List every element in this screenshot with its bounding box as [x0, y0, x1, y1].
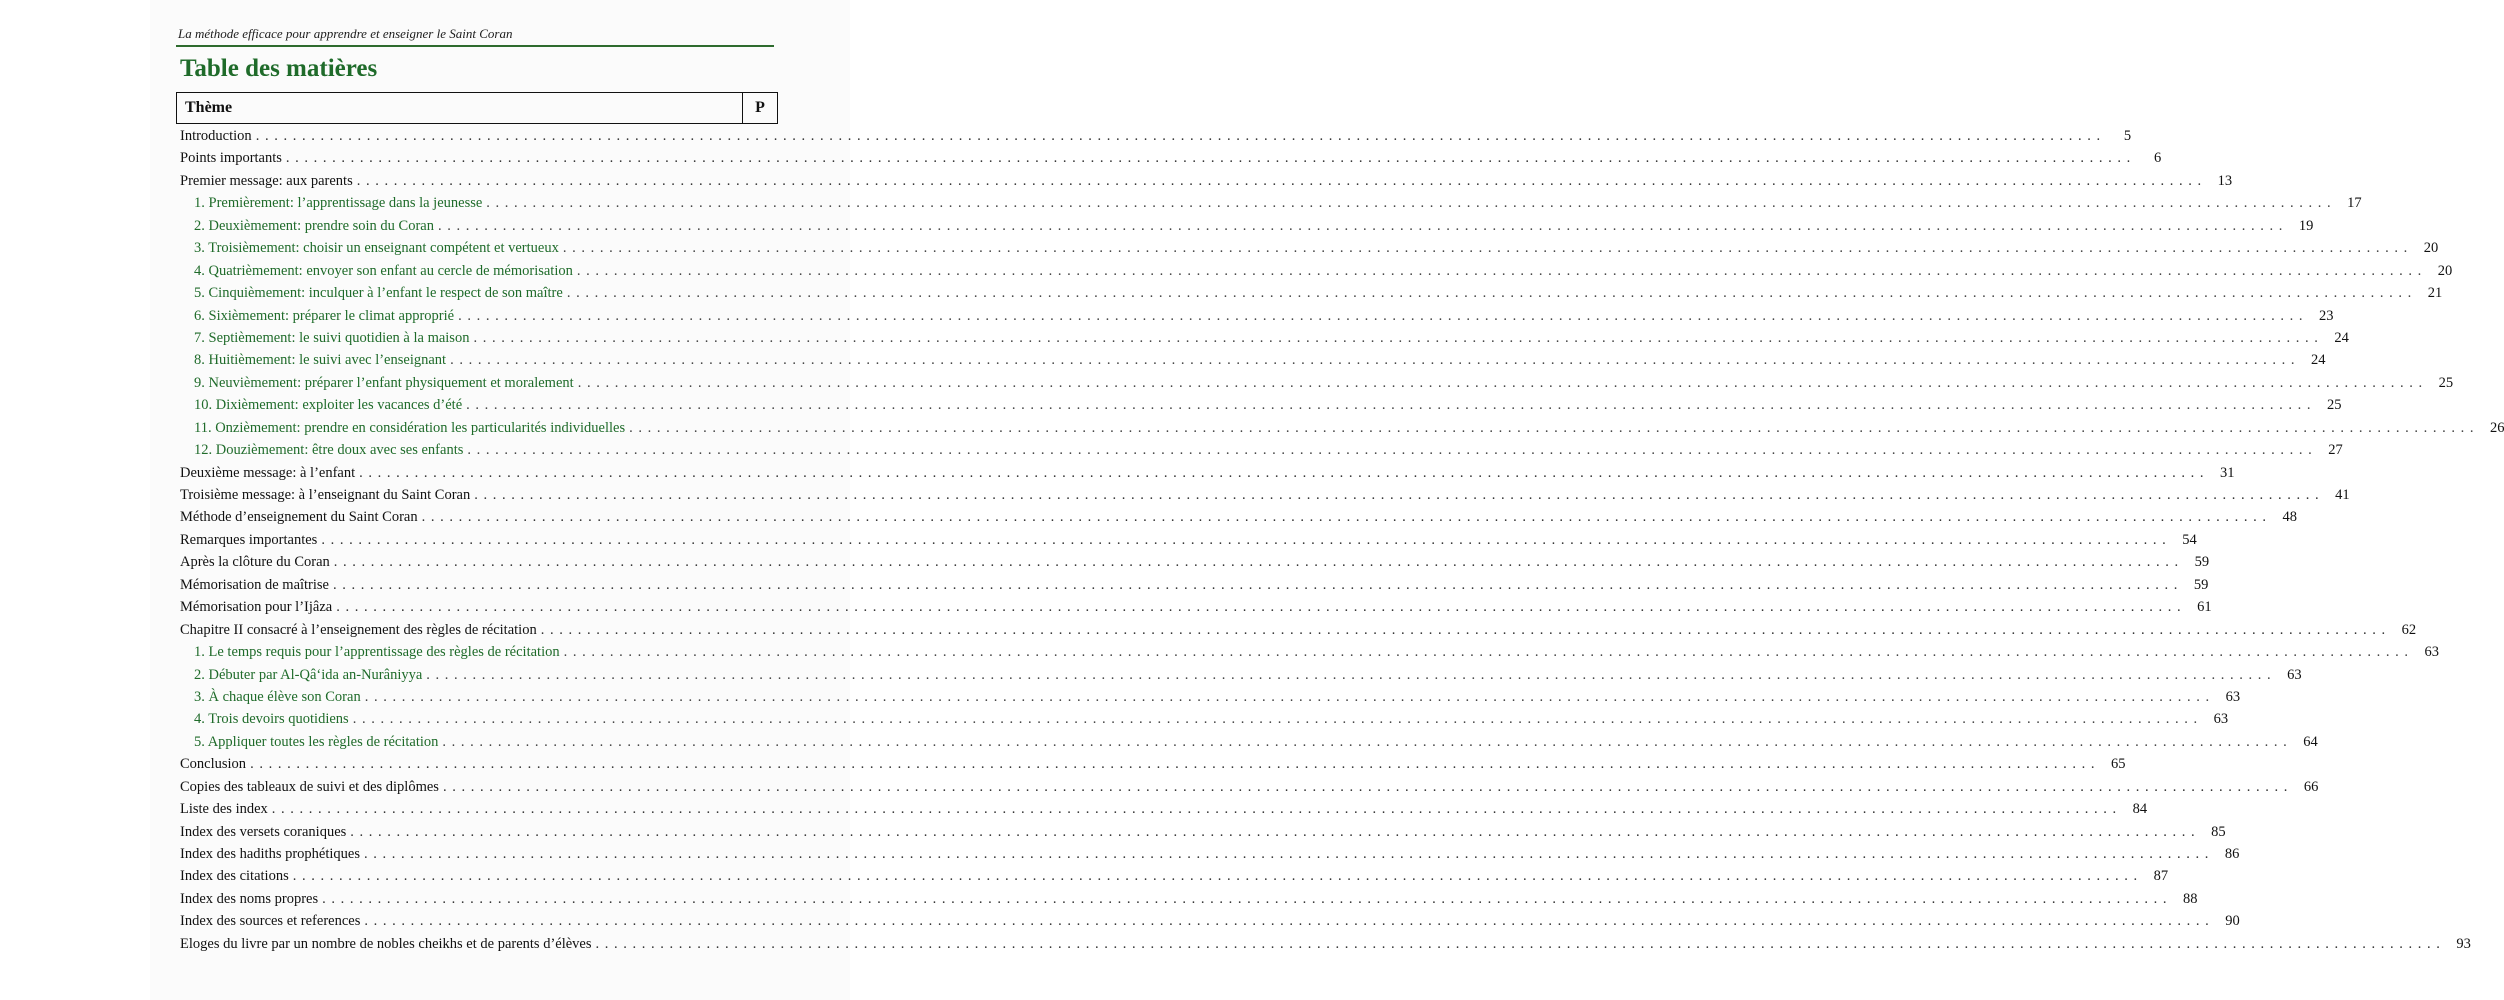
- toc-entry-label: Index des citations: [180, 868, 289, 885]
- dot-leader: . . . . . . . . . . . . . . . . . . . . . . . . . . . . . . . . . . . . . . . . . . . . . . . . . . . . . . . . . . . . . . . . . . . . . . . . . . . . . . . . . . . . . . . . . . . . . . . . . . . . . . . . . . . . . . . . . . . . . . . . . . . . . . . . . . . . . . . . . . . . . . . . . . . . . . . . . . . . . . . . . . . . . . . . . . . . . . . . . . . . . . . . . . . . . . . . . . . . . . . .: [563, 644, 2409, 661]
- toc-entry-page: 62: [2401, 621, 2417, 638]
- toc-entry-page: 90: [2225, 913, 2240, 930]
- dot-leader: . . . . . . . . . . . . . . . . . . . . . . . . . . . . . . . . . . . . . . . . . . . . . . . . . . . . . . . . . . . . . . . . . . . . . . . . . . . . . . . . . . . . . . . . . . . . . . . . . . . . . . . . . . . . . . . . . . . . . . . . . . . . . . . . . . . . . . . . . . . . . . . . . . . . . . . . . . . . . . . . . . . . . . . . . . . . . . . . . . . . . . . . . . . . . . . . . . . . . . . .: [458, 307, 2304, 324]
- dot-leader: . . . . . . . . . . . . . . . . . . . . . . . . . . . . . . . . . . . . . . . . . . . . . . . . . . . . . . . . . . . . . . . . . . . . . . . . . . . . . . . . . . . . . . . . . . . . . . . . . . . . . . . . . . . . . . . . . . . . . . . . . . . . . . . . . . . . . . . . . . . . . . . . . . . . . . . . . . . . . . . . . . . . . . . . . . . . . . . . . . . . . . . . . . . . . . . . . . . . . . . .: [595, 935, 2441, 952]
- toc-entry-label: 1. Le temps requis pour l’apprentissage des règles de récitation: [194, 644, 560, 661]
- toc-entry-page: 87: [2153, 868, 2169, 885]
- toc-entry: [180, 150, 2162, 172]
- toc-entry-page: 26: [2489, 419, 2504, 436]
- toc-entry-page: 63: [2225, 688, 2241, 705]
- dot-leader: . . . . . . . . . . . . . . . . . . . . . . . . . . . . . . . . . . . . . . . . . . . . . . . . . . . . . . . . . . . . . . . . . . . . . . . . . . . . . . . . . . . . . . . . . . . . . . . . . . . . . . . . . . . . . . . . . . . . . . . . . . . . . . . . . . . . . . . . . . . . . . . . . . . . . . . . . . . . . . . . . . . . . . . . . . . . . . . . . . . . . . . . . . . . . . . . . . . . . . . .: [364, 913, 2210, 930]
- toc-entry: [180, 172, 2233, 195]
- dot-leader: . . . . . . . . . . . . . . . . . . . . . . . . . . . . . . . . . . . . . . . . . . . . . . . . . . . . . . . . . . . . . . . . . . . . . . . . . . . . . . . . . . . . . . . . . . . . . . . . . . . . . . . . . . . . . . . . . . . . . . . . . . . . . . . . . . . . . . . . . . . . . . . . . . . . . . . . . . . . . . . . . . . . . . . . . . . . . . . . . . . . . . . . . . . . . . . . . . . . . . . .: [562, 240, 2409, 257]
- toc-entry: [180, 935, 2471, 958]
- dot-leader: . . . . . . . . . . . . . . . . . . . . . . . . . . . . . . . . . . . . . . . . . . . . . . . . . . . . . . . . . . . . . . . . . . . . . . . . . . . . . . . . . . . . . . . . . . . . . . . . . . . . . . . . . . . . . . . . . . . . . . . . . . . . . . . . . . . . . . . . . . . . . . . . . . . . . . . . . . . . . . . . . . . . . . . . . . . . . . . . . . . . . . . . . . . . . . . . . . . . . . . .: [350, 823, 2196, 840]
- toc-entry-label: 1. Premièrement: l’apprentissage dans la jeunesse: [194, 195, 483, 212]
- toc-entry-label: Mémorisation pour l’Ijâza: [180, 599, 333, 616]
- toc-entry-label: Index des noms propres: [180, 890, 319, 907]
- toc-list: [180, 128, 2504, 958]
- toc-entry-page: 59: [2193, 576, 2209, 593]
- toc-entry-page: 24: [2310, 352, 2326, 369]
- toc-entry-label: 12. Douzièmement: être doux avec ses enfants: [194, 442, 464, 459]
- toc-entry-page: 25: [2327, 397, 2342, 414]
- dot-leader: . . . . . . . . . . . . . . . . . . . . . . . . . . . . . . . . . . . . . . . . . . . . . . . . . . . . . . . . . . . . . . . . . . . . . . . . . . . . . . . . . . . . . . . . . . . . . . . . . . . . . . . . . . . . . . . . . . . . . . . . . . . . . . . . . . . . . . . . . . . . . . . . . . . . . . . . . . . . . . . . . . . . . . . . . . . . . . . . . . . . . . . . . . . . . . . . . . . . . . . .: [540, 621, 2387, 638]
- toc-entry-label: 4. Quatrièmement: envoyer son enfant au cercle de mémorisation: [194, 262, 573, 279]
- toc-entry-page: 63: [2424, 644, 2439, 661]
- toc-entry: [180, 778, 2319, 801]
- toc-entry-page: 27: [2328, 442, 2343, 459]
- toc-entry-label: Troisième message: à l’enseignant du Saint Coran: [180, 487, 471, 503]
- toc-entry-label: 8. Huitièmement: le suivi avec l’enseignant: [194, 352, 447, 369]
- dot-leader: . . . . . . . . . . . . . . . . . . . . . . . . . . . . . . . . . . . . . . . . . . . . . . . . . . . . . . . . . . . . . . . . . . . . . . . . . . . . . . . . . . . . . . . . . . . . . . . . . . . . . . . . . . . . . . . . . . . . . . . . . . . . . . . . . . . . . . . . . . . . . . . . . . . . . . . . . . . . . . . . . . . . . . . . . . . . . . . . . . . . . . . . . . . . . . . . . . . . . . . .: [285, 150, 2132, 167]
- toc-entry-page: 88: [2183, 890, 2198, 907]
- toc-header-box: [176, 92, 778, 124]
- toc-entry-label: Index des versets coraniques: [180, 823, 347, 840]
- toc-entry-page: 63: [2213, 711, 2229, 728]
- dot-leader: . . . . . . . . . . . . . . . . . . . . . . . . . . . . . . . . . . . . . . . . . . . . . . . . . . . . . . . . . . . . . . . . . . . . . . . . . . . . . . . . . . . . . . . . . . . . . . . . . . . . . . . . . . . . . . . . . . . . . . . . . . . . . . . . . . . . . . . . . . . . . . . . . . . . . . . . . . . . . . . . . . . . . . . . . . . . . . . . . . . . . . . . . . . . . . . . . . . . . . . .: [629, 419, 2475, 436]
- toc-entry-label: Points importants: [180, 150, 282, 167]
- toc-entry-page: 31: [2220, 464, 2235, 481]
- toc-entry-label: 10. Dixièmement: exploiter les vacances d’été: [194, 397, 463, 414]
- toc-entry-page: 61: [2197, 599, 2212, 616]
- toc-entry-label: 2. Deuxièmement: prendre soin du Coran: [194, 217, 434, 234]
- dot-leader: . . . . . . . . . . . . . . . . . . . . . . . . . . . . . . . . . . . . . . . . . . . . . . . . . . . . . . . . . . . . . . . . . . . . . . . . . . . . . . . . . . . . . . . . . . . . . . . . . . . . . . . . . . . . . . . . . . . . . . . . . . . . . . . . . . . . . . . . . . . . . . . . . . . . . . . . . . . . . . . . . . . . . . . . . . . . . . . . . . . . . . . . . . . . . . . . . . . . . . . .: [473, 329, 2319, 346]
- dot-leader: . . . . . . . . . . . . . . . . . . . . . . . . . . . . . . . . . . . . . . . . . . . . . . . . . . . . . . . . . . . . . . . . . . . . . . . . . . . . . . . . . . . . . . . . . . . . . . . . . . . . . . . . . . . . . . . . . . . . . . . . . . . . . . . . . . . . . . . . . . . . . . . . . . . . . . . . . . . . . . . . . . . . . . . . . . . . . . . . . . . . . . . . . . . . . . . . . . . . . . . .: [438, 217, 2284, 234]
- header-rule: [176, 45, 774, 47]
- dot-leader: . . . . . . . . . . . . . . . . . . . . . . . . . . . . . . . . . . . . . . . . . . . . . . . . . . . . . . . . . . . . . . . . . . . . . . . . . . . . . . . . . . . . . . . . . . . . . . . . . . . . . . . . . . . . . . . . . . . . . . . . . . . . . . . . . . . . . . . . . . . . . . . . . . . . . . . . . . . . . . . . . . . . . . . . . . . . . . . . . . . . . . . . . . . . . . . . . . . . . . . .: [322, 890, 2168, 907]
- toc-entry-page: 17: [2347, 195, 2362, 212]
- dot-leader: . . . . . . . . . . . . . . . . . . . . . . . . . . . . . . . . . . . . . . . . . . . . . . . . . . . . . . . . . . . . . . . . . . . . . . . . . . . . . . . . . . . . . . . . . . . . . . . . . . . . . . . . . . . . . . . . . . . . . . . . . . . . . . . . . . . . . . . . . . . . . . . . . . . . . . . . . . . . . . . . . . . . . . . . . . . . . . . . . . . . . . . . . . . . . . . . . . . . . . . .: [442, 733, 2288, 750]
- toc-entry-page: 66: [2303, 778, 2319, 795]
- dot-leader: . . . . . . . . . . . . . . . . . . . . . . . . . . . . . . . . . . . . . . . . . . . . . . . . . . . . . . . . . . . . . . . . . . . . . . . . . . . . . . . . . . . . . . . . . . . . . . . . . . . . . . . . . . . . . . . . . . . . . . . . . . . . . . . . . . . . . . . . . . . . . . . . . . . . . . . . . . . . . . . . . . . . . . . . . . . . . . . . . . . . . . . . . . . . . . . . . . . . . . . .: [474, 487, 2320, 503]
- toc-subentry: [180, 285, 2443, 307]
- toc-entry-label: 2. Débuter par Al-Qâ‘ida an-Nurâniyya: [194, 666, 423, 683]
- page-title: Table des matières: [180, 55, 378, 82]
- toc-subentry: [180, 644, 2439, 666]
- toc-entry: [180, 487, 2350, 509]
- toc-entry-label: Mémorisation de maîtrise: [180, 576, 329, 593]
- dot-leader: . . . . . . . . . . . . . . . . . . . . . . . . . . . . . . . . . . . . . . . . . . . . . . . . . . . . . . . . . . . . . . . . . . . . . . . . . . . . . . . . . . . . . . . . . . . . . . . . . . . . . . . . . . . . . . . . . . . . . . . . . . . . . . . . . . . . . . . . . . . . . . . . . . . . . . . . . . . . . . . . . . . . . . . . . . . . . . . . . . . . . . . . . . . . . . . . . . . . . . . .: [356, 172, 2203, 189]
- toc-entry-label: Index des hadiths prophétiques: [180, 846, 361, 862]
- toc-entry-label: 4. Trois devoirs quotidiens: [194, 711, 349, 728]
- toc-subentry: [180, 240, 2439, 262]
- toc-entry: [180, 801, 2148, 823]
- toc-subentry: [180, 262, 2453, 285]
- dot-leader: . . . . . . . . . . . . . . . . . . . . . . . . . . . . . . . . . . . . . . . . . . . . . . . . . . . . . . . . . . . . . . . . . . . . . . . . . . . . . . . . . . . . . . . . . . . . . . . . . . . . . . . . . . . . . . . . . . . . . . . . . . . . . . . . . . . . . . . . . . . . . . . . . . . . . . . . . . . . . . . . . . . . . . . . . . . . . . . . . . . . . . . . . . . . . . . . . . . . . . . .: [271, 801, 2118, 818]
- toc-subentry: [180, 374, 2454, 397]
- dot-leader: . . . . . . . . . . . . . . . . . . . . . . . . . . . . . . . . . . . . . . . . . . . . . . . . . . . . . . . . . . . . . . . . . . . . . . . . . . . . . . . . . . . . . . . . . . . . . . . . . . . . . . . . . . . . . . . . . . . . . . . . . . . . . . . . . . . . . . . . . . . . . . . . . . . . . . . . . . . . . . . . . . . . . . . . . . . . . . . . . . . . . . . . . . . . . . . . . . . . . . . .: [292, 868, 2139, 885]
- toc-entry: [180, 846, 2240, 868]
- toc-entry-page: 41: [2335, 487, 2350, 503]
- toc-entry: [180, 531, 2197, 554]
- dot-leader: . . . . . . . . . . . . . . . . . . . . . . . . . . . . . . . . . . . . . . . . . . . . . . . . . . . . . . . . . . . . . . . . . . . . . . . . . . . . . . . . . . . . . . . . . . . . . . . . . . . . . . . . . . . . . . . . . . . . . . . . . . . . . . . . . . . . . . . . . . . . . . . . . . . . . . . . . . . . . . . . . . . . . . . . . . . . . . . . . . . . . . . . . . . . . . . . . . . . . . . .: [359, 464, 2205, 481]
- toc-entry-page: 21: [2427, 285, 2443, 302]
- toc-entry-page: 59: [2194, 554, 2210, 571]
- toc-entry-page: 85: [2211, 823, 2226, 840]
- toc-entry-page: 54: [2182, 531, 2197, 548]
- toc-entry-label: Méthode d’enseignement du Saint Coran: [180, 509, 418, 526]
- dot-leader: . . . . . . . . . . . . . . . . . . . . . . . . . . . . . . . . . . . . . . . . . . . . . . . . . . . . . . . . . . . . . . . . . . . . . . . . . . . . . . . . . . . . . . . . . . . . . . . . . . . . . . . . . . . . . . . . . . . . . . . . . . . . . . . . . . . . . . . . . . . . . . . . . . . . . . . . . . . . . . . . . . . . . . . . . . . . . . . . . . . . . . . . . . . . . . . . . . . . . . . .: [255, 128, 2102, 144]
- dot-leader: . . . . . . . . . . . . . . . . . . . . . . . . . . . . . . . . . . . . . . . . . . . . . . . . . . . . . . . . . . . . . . . . . . . . . . . . . . . . . . . . . . . . . . . . . . . . . . . . . . . . . . . . . . . . . . . . . . . . . . . . . . . . . . . . . . . . . . . . . . . . . . . . . . . . . . . . . . . . . . . . . . . . . . . . . . . . . . . . . . . . . . . . . . . . . . . . . . . . . . . .: [566, 285, 2413, 302]
- toc-entry-label: 6. Sixièmement: préparer le climat approprié: [194, 307, 455, 324]
- toc-entry-page: 5: [2123, 128, 2132, 144]
- toc-entry-page: 86: [2224, 846, 2240, 862]
- toc-entry-label: Index des sources et references: [180, 913, 361, 930]
- dot-leader: . . . . . . . . . . . . . . . . . . . . . . . . . . . . . . . . . . . . . . . . . . . . . . . . . . . . . . . . . . . . . . . . . . . . . . . . . . . . . . . . . . . . . . . . . . . . . . . . . . . . . . . . . . . . . . . . . . . . . . . . . . . . . . . . . . . . . . . . . . . . . . . . . . . . . . . . . . . . . . . . . . . . . . . . . . . . . . . . . . . . . . . . . . . . . . . . . . . . . . . .: [250, 756, 2096, 773]
- toc-entry-page: 6: [2154, 150, 2162, 167]
- dot-leader: . . . . . . . . . . . . . . . . . . . . . . . . . . . . . . . . . . . . . . . . . . . . . . . . . . . . . . . . . . . . . . . . . . . . . . . . . . . . . . . . . . . . . . . . . . . . . . . . . . . . . . . . . . . . . . . . . . . . . . . . . . . . . . . . . . . . . . . . . . . . . . . . . . . . . . . . . . . . . . . . . . . . . . . . . . . . . . . . . . . . . . . . . . . . . . . . . . . . . . . .: [467, 442, 2313, 459]
- toc-entry-label: Introduction: [180, 128, 252, 144]
- toc-entry-label: Remarques importantes: [180, 531, 318, 548]
- toc-subentry: [180, 307, 2334, 330]
- toc-subentry: [180, 711, 2229, 733]
- toc-subentry: [180, 217, 2314, 240]
- toc-entry-label: 3. Troisièmement: choisir un enseignant compétent et vertueux: [194, 240, 559, 257]
- toc-entry-label: Chapitre II consacré à l’enseignement des règles de récitation: [180, 621, 537, 638]
- toc-entry-label: 5. Appliquer toutes les règles de récitation: [194, 733, 439, 750]
- toc-entry-label: Deuxième message: à l’enfant: [180, 464, 356, 481]
- dot-leader: . . . . . . . . . . . . . . . . . . . . . . . . . . . . . . . . . . . . . . . . . . . . . . . . . . . . . . . . . . . . . . . . . . . . . . . . . . . . . . . . . . . . . . . . . . . . . . . . . . . . . . . . . . . . . . . . . . . . . . . . . . . . . . . . . . . . . . . . . . . . . . . . . . . . . . . . . . . . . . . . . . . . . . . . . . . . . . . . . . . . . . . . . . . . . . . . . . . . . . . .: [352, 711, 2199, 728]
- toc-entry-label: Eloges du livre par un nombre de nobles cheikhs et de parents d’élèves: [180, 935, 592, 952]
- toc-entry-label: 3. À chaque élève son Coran: [194, 688, 361, 705]
- toc-subentry: [180, 397, 2342, 419]
- toc-entry: [180, 621, 2417, 644]
- toc-entry-page: 84: [2132, 801, 2148, 818]
- toc-subentry: [180, 195, 2362, 217]
- dot-leader: . . . . . . . . . . . . . . . . . . . . . . . . . . . . . . . . . . . . . . . . . . . . . . . . . . . . . . . . . . . . . . . . . . . . . . . . . . . . . . . . . . . . . . . . . . . . . . . . . . . . . . . . . . . . . . . . . . . . . . . . . . . . . . . . . . . . . . . . . . . . . . . . . . . . . . . . . . . . . . . . . . . . . . . . . . . . . . . . . . . . . . . . . . . . . . . . . . . . . . . .: [486, 195, 2332, 212]
- toc-entry: [180, 890, 2198, 913]
- toc-subentry: [180, 688, 2241, 711]
- dot-leader: . . . . . . . . . . . . . . . . . . . . . . . . . . . . . . . . . . . . . . . . . . . . . . . . . . . . . . . . . . . . . . . . . . . . . . . . . . . . . . . . . . . . . . . . . . . . . . . . . . . . . . . . . . . . . . . . . . . . . . . . . . . . . . . . . . . . . . . . . . . . . . . . . . . . . . . . . . . . . . . . . . . . . . . . . . . . . . . . . . . . . . . . . . . . . . . . . . . . . . . .: [450, 352, 2296, 369]
- toc-subentry: [180, 666, 2302, 689]
- toc-entry-label: Premier message: aux parents: [180, 172, 353, 189]
- toc-entry: [180, 599, 2212, 621]
- dot-leader: . . . . . . . . . . . . . . . . . . . . . . . . . . . . . . . . . . . . . . . . . . . . . . . . . . . . . . . . . . . . . . . . . . . . . . . . . . . . . . . . . . . . . . . . . . . . . . . . . . . . . . . . . . . . . . . . . . . . . . . . . . . . . . . . . . . . . . . . . . . . . . . . . . . . . . . . . . . . . . . . . . . . . . . . . . . . . . . . . . . . . . . . . . . . . . . . . . . . . . . .: [421, 509, 2267, 526]
- toc-entry: [180, 554, 2210, 576]
- toc-entry-label: 9. Neuvièmement: préparer l’enfant physiquement et moralement: [194, 374, 574, 391]
- toc-subentry: [180, 329, 2349, 352]
- toc-entry: [180, 576, 2209, 599]
- toc-entry-page: 48: [2282, 509, 2297, 526]
- dot-leader: . . . . . . . . . . . . . . . . . . . . . . . . . . . . . . . . . . . . . . . . . . . . . . . . . . . . . . . . . . . . . . . . . . . . . . . . . . . . . . . . . . . . . . . . . . . . . . . . . . . . . . . . . . . . . . . . . . . . . . . . . . . . . . . . . . . . . . . . . . . . . . . . . . . . . . . . . . . . . . . . . . . . . . . . . . . . . . . . . . . . . . . . . . . . . . . . . . . . . . . .: [333, 576, 2179, 593]
- toc-entry-label: Copies des tableaux de suivi et des diplômes: [180, 778, 439, 795]
- toc-entry-label: 7. Septièmement: le suivi quotidien à la maison: [194, 329, 470, 346]
- toc-entry-page: 19: [2298, 217, 2314, 234]
- dot-leader: . . . . . . . . . . . . . . . . . . . . . . . . . . . . . . . . . . . . . . . . . . . . . . . . . . . . . . . . . . . . . . . . . . . . . . . . . . . . . . . . . . . . . . . . . . . . . . . . . . . . . . . . . . . . . . . . . . . . . . . . . . . . . . . . . . . . . . . . . . . . . . . . . . . . . . . . . . . . . . . . . . . . . . . . . . . . . . . . . . . . . . . . . . . . . . . . . . . . . . . .: [426, 666, 2272, 683]
- toc-entry-page: 20: [2437, 262, 2453, 279]
- page-column-header: P: [742, 93, 777, 123]
- toc-entry-page: 65: [2110, 756, 2126, 773]
- dot-leader: . . . . . . . . . . . . . . . . . . . . . . . . . . . . . . . . . . . . . . . . . . . . . . . . . . . . . . . . . . . . . . . . . . . . . . . . . . . . . . . . . . . . . . . . . . . . . . . . . . . . . . . . . . . . . . . . . . . . . . . . . . . . . . . . . . . . . . . . . . . . . . . . . . . . . . . . . . . . . . . . . . . . . . . . . . . . . . . . . . . . . . . . . . . . . . . . . . . . . . . .: [466, 397, 2312, 414]
- toc-entry-label: 11. Onzièmement: prendre en considération les particularités individuelles: [194, 419, 626, 436]
- toc-entry-page: 64: [2303, 733, 2318, 750]
- dot-leader: . . . . . . . . . . . . . . . . . . . . . . . . . . . . . . . . . . . . . . . . . . . . . . . . . . . . . . . . . . . . . . . . . . . . . . . . . . . . . . . . . . . . . . . . . . . . . . . . . . . . . . . . . . . . . . . . . . . . . . . . . . . . . . . . . . . . . . . . . . . . . . . . . . . . . . . . . . . . . . . . . . . . . . . . . . . . . . . . . . . . . . . . . . . . . . . . . . . . . . . .: [576, 262, 2423, 279]
- dot-leader: . . . . . . . . . . . . . . . . . . . . . . . . . . . . . . . . . . . . . . . . . . . . . . . . . . . . . . . . . . . . . . . . . . . . . . . . . . . . . . . . . . . . . . . . . . . . . . . . . . . . . . . . . . . . . . . . . . . . . . . . . . . . . . . . . . . . . . . . . . . . . . . . . . . . . . . . . . . . . . . . . . . . . . . . . . . . . . . . . . . . . . . . . . . . . . . . . . . . . . . .: [577, 374, 2424, 391]
- toc-subentry: [180, 733, 2318, 756]
- dot-leader: . . . . . . . . . . . . . . . . . . . . . . . . . . . . . . . . . . . . . . . . . . . . . . . . . . . . . . . . . . . . . . . . . . . . . . . . . . . . . . . . . . . . . . . . . . . . . . . . . . . . . . . . . . . . . . . . . . . . . . . . . . . . . . . . . . . . . . . . . . . . . . . . . . . . . . . . . . . . . . . . . . . . . . . . . . . . . . . . . . . . . . . . . . . . . . . . . . . . . . . .: [333, 554, 2180, 571]
- toc-entry-page: 25: [2438, 374, 2454, 391]
- toc-entry-label: 5. Cinquièmement: inculquer à l’enfant le respect de son maître: [194, 285, 563, 302]
- dot-leader: . . . . . . . . . . . . . . . . . . . . . . . . . . . . . . . . . . . . . . . . . . . . . . . . . . . . . . . . . . . . . . . . . . . . . . . . . . . . . . . . . . . . . . . . . . . . . . . . . . . . . . . . . . . . . . . . . . . . . . . . . . . . . . . . . . . . . . . . . . . . . . . . . . . . . . . . . . . . . . . . . . . . . . . . . . . . . . . . . . . . . . . . . . . . . . . . . . . . . . . .: [321, 531, 2167, 548]
- toc-entry-page: 23: [2318, 307, 2334, 324]
- toc-entry: [180, 509, 2297, 531]
- toc-entry-label: Conclusion: [180, 756, 247, 773]
- toc-entry-page: 20: [2423, 240, 2439, 257]
- dot-leader: . . . . . . . . . . . . . . . . . . . . . . . . . . . . . . . . . . . . . . . . . . . . . . . . . . . . . . . . . . . . . . . . . . . . . . . . . . . . . . . . . . . . . . . . . . . . . . . . . . . . . . . . . . . . . . . . . . . . . . . . . . . . . . . . . . . . . . . . . . . . . . . . . . . . . . . . . . . . . . . . . . . . . . . . . . . . . . . . . . . . . . . . . . . . . . . . . . . . . . . .: [442, 778, 2289, 795]
- toc-entry: [180, 913, 2240, 935]
- toc-entry: [180, 868, 2169, 890]
- toc-subentry: [180, 442, 2343, 464]
- toc-entry: [180, 128, 2132, 150]
- toc-entry-page: 93: [2456, 935, 2471, 952]
- dot-leader: . . . . . . . . . . . . . . . . . . . . . . . . . . . . . . . . . . . . . . . . . . . . . . . . . . . . . . . . . . . . . . . . . . . . . . . . . . . . . . . . . . . . . . . . . . . . . . . . . . . . . . . . . . . . . . . . . . . . . . . . . . . . . . . . . . . . . . . . . . . . . . . . . . . . . . . . . . . . . . . . . . . . . . . . . . . . . . . . . . . . . . . . . . . . . . . . . . . . . . . .: [364, 688, 2211, 705]
- toc-subentry: [180, 419, 2504, 442]
- toc-entry: [180, 464, 2235, 487]
- toc-entry-page: 63: [2287, 666, 2302, 683]
- toc-entry: [180, 756, 2126, 778]
- theme-column-header: Thème: [185, 99, 233, 116]
- toc-entry: [180, 823, 2226, 846]
- toc-entry-label: Après la clôture du Coran: [180, 554, 330, 571]
- dot-leader: . . . . . . . . . . . . . . . . . . . . . . . . . . . . . . . . . . . . . . . . . . . . . . . . . . . . . . . . . . . . . . . . . . . . . . . . . . . . . . . . . . . . . . . . . . . . . . . . . . . . . . . . . . . . . . . . . . . . . . . . . . . . . . . . . . . . . . . . . . . . . . . . . . . . . . . . . . . . . . . . . . . . . . . . . . . . . . . . . . . . . . . . . . . . . . . . . . . . . . . .: [336, 599, 2182, 616]
- toc-subentry: [180, 352, 2326, 374]
- toc-entry-label: Liste des index: [180, 801, 268, 818]
- running-head: La méthode efficace pour apprendre et enseigner le Saint Coran: [178, 26, 513, 41]
- toc-entry-page: 24: [2334, 329, 2349, 346]
- dot-leader: . . . . . . . . . . . . . . . . . . . . . . . . . . . . . . . . . . . . . . . . . . . . . . . . . . . . . . . . . . . . . . . . . . . . . . . . . . . . . . . . . . . . . . . . . . . . . . . . . . . . . . . . . . . . . . . . . . . . . . . . . . . . . . . . . . . . . . . . . . . . . . . . . . . . . . . . . . . . . . . . . . . . . . . . . . . . . . . . . . . . . . . . . . . . . . . . . . . . . . . .: [364, 846, 2210, 862]
- toc-entry-page: 13: [2217, 172, 2233, 189]
